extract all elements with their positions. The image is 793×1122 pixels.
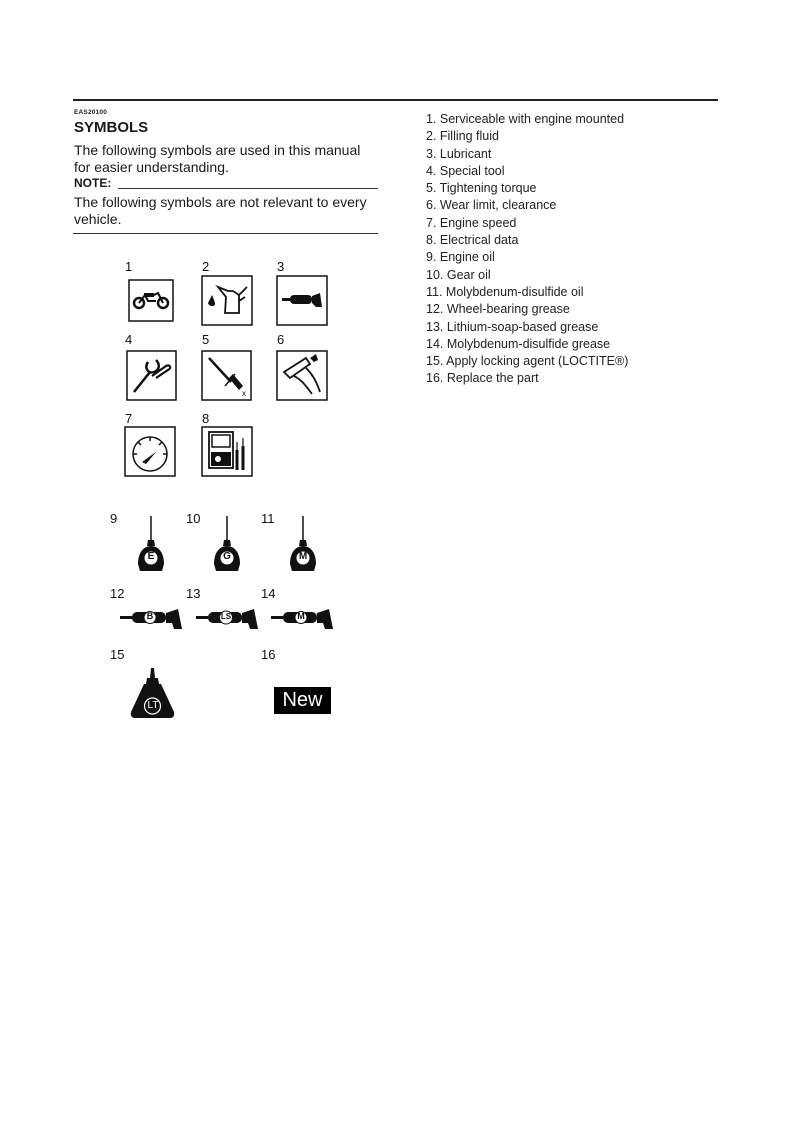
locking-agent-letter: LT xyxy=(147,700,159,711)
legend-item: 12. Wheel-bearing grease xyxy=(426,302,570,317)
legend-item: 15. Apply locking agent (LOCTITE®) xyxy=(426,354,629,369)
legend-item: 9. Engine oil xyxy=(426,250,495,265)
symbol-number-13: 13 xyxy=(186,586,201,601)
gear-oil-icon xyxy=(212,514,242,571)
motorcycle-icon xyxy=(128,279,174,322)
legend-item: 2. Filling fluid xyxy=(426,129,499,144)
symbol-number-9: 9 xyxy=(110,511,118,526)
svg-text:x: x xyxy=(242,389,246,398)
legend-item: 13. Lithium-soap-based grease xyxy=(426,319,599,334)
grease-ls-letter: LS xyxy=(220,612,232,621)
symbol-number-6: 6 xyxy=(277,332,285,347)
symbol-number-10: 10 xyxy=(186,511,201,526)
note-text: The following symbols are not relevant to every vehicle. xyxy=(74,194,367,227)
symbol-number-12: 12 xyxy=(110,586,125,601)
symbol-number-8: 8 xyxy=(202,411,210,426)
legend-item: 14. Molybdenum-disulfide grease xyxy=(426,336,611,351)
grease-m-letter: M xyxy=(297,611,305,621)
symbol-number-2: 2 xyxy=(202,259,210,274)
symbol-number-15: 15 xyxy=(110,647,125,662)
engine-oil-icon xyxy=(136,514,166,571)
note-header xyxy=(74,176,378,192)
moly-oil-icon xyxy=(288,514,318,571)
torque-wrench-icon xyxy=(201,350,252,401)
intro-text: The following symbols are used in this manual for easier understanding. xyxy=(74,142,361,175)
symbol-legend xyxy=(426,111,628,388)
symbol-number-1: 1 xyxy=(125,259,133,274)
moly-oil-letter: M xyxy=(298,551,308,562)
special-tool-icon xyxy=(126,350,177,401)
symbol-number-16: 16 xyxy=(261,647,276,662)
new-part-badge: New xyxy=(274,687,331,714)
page-title: SYMBOLS xyxy=(74,119,149,136)
grease-b-letter: B xyxy=(146,611,154,621)
legend-item: 8. Electrical data xyxy=(426,233,519,248)
legend-item: 5. Tightening torque xyxy=(426,181,537,196)
symbol-number-4: 4 xyxy=(125,332,133,347)
section-code: EAS20100 xyxy=(74,109,108,116)
symbol-number-7: 7 xyxy=(125,411,133,426)
legend-item: 1. Serviceable with engine mounted xyxy=(426,112,625,126)
locking-agent-icon xyxy=(130,668,175,720)
legend-item: 4. Special tool xyxy=(426,163,505,178)
symbol-number-14: 14 xyxy=(261,586,276,601)
symbol-number-3: 3 xyxy=(277,259,285,274)
symbol-number-11: 11 xyxy=(261,511,275,526)
tachometer-icon xyxy=(124,426,176,477)
note-bottom-rule xyxy=(73,233,378,234)
lubricant-icon xyxy=(276,275,328,326)
legend-item: 10. Gear oil xyxy=(426,267,491,282)
legend-item: 7. Engine speed xyxy=(426,215,517,230)
legend-item: 16. Replace the part xyxy=(426,371,539,386)
legend-item: 6. Wear limit, clearance xyxy=(426,198,557,213)
header-rule xyxy=(73,99,718,101)
legend-item: 11. Molybdenum-disulfide oil xyxy=(426,284,584,299)
filling-fluid-icon xyxy=(201,275,253,326)
note-divider xyxy=(118,188,378,189)
engine-oil-letter: E xyxy=(147,551,155,562)
note-label: NOTE: xyxy=(74,176,112,190)
multimeter-icon xyxy=(201,426,253,477)
legend-item: 3. Lubricant xyxy=(426,146,492,161)
gear-oil-letter: G xyxy=(223,551,231,562)
symbol-number-5: 5 xyxy=(202,332,210,347)
caliper-icon xyxy=(276,350,328,401)
